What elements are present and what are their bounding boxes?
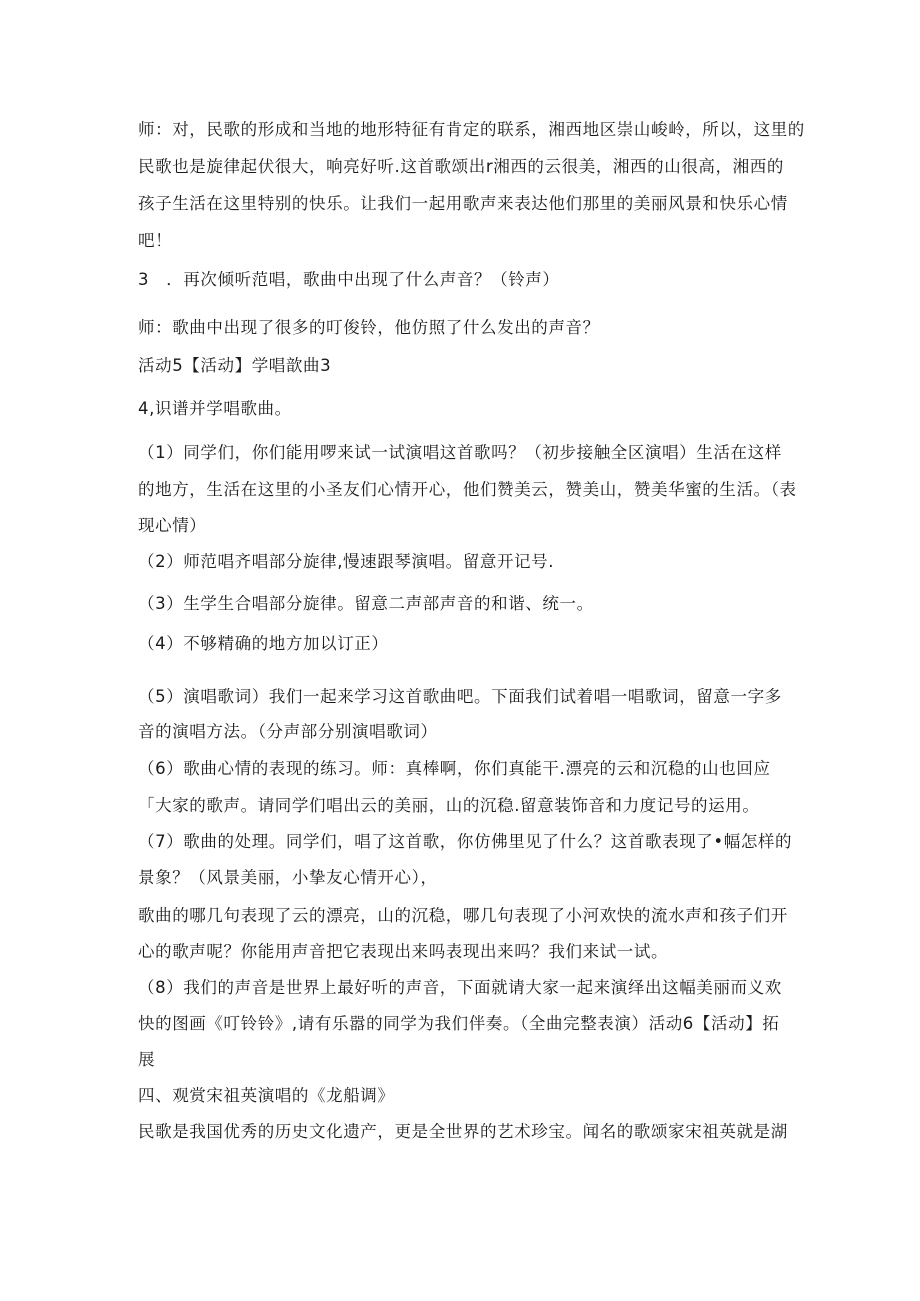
paragraph-line: 师：对，民歌的形成和当地的地形特征有肯定的联系，湘西地区崇山峻岭，所以，这里的 (138, 120, 805, 139)
paragraph-line: 歌曲的哪几句表现了云的漂亮，山的沉稳，哪几句表现了小河欢快的流水声和孩子们开 (138, 906, 788, 925)
step-5-line: （5）演唱歌词）我们一起来学习这首歌曲吧。下面我们试着唱一唱歌词，留意一字多 (138, 687, 782, 706)
step-2-line: （2）师范唱齐唱部分旋律,慢速跟琴演唱。留意开记号. (138, 552, 555, 571)
step-3-line: （3）生学生合唱部分旋律。留意二声部声音的和谐、统一。 (138, 594, 594, 613)
step-1-line: （1）同学们，你们能用啰来试一试演唱这首歌吗？（初步接触全区演唱）生活在这样 (138, 443, 782, 462)
step-6-line: 「大家的歌声。请同学们唱出云的美丽，山的沉稳.留意装饰音和力度记号的运用。 (138, 796, 760, 815)
section-heading: 四、观赏宋祖英演唱的《龙船调》 (138, 1086, 395, 1105)
list-item-3: 3 ．再次倾听范唱，歌曲中出现了什么声音？（铃声） (138, 270, 560, 289)
step-4-line: （4）不够精确的地方加以订正） (138, 634, 389, 653)
step-7-line: （7）歌曲的处理。同学们，唱了这首歌，你仿佛里见了什么？这首歌表现了•幅怎样的 (138, 832, 793, 851)
paragraph-line: 民歌是我国优秀的历史文化遗产，更是全世界的艺术珍宝。闻名的歌颂家宋祖英就是湖 (138, 1122, 788, 1141)
activity-heading: 活动5【活动】学唱歆曲3 (138, 356, 332, 375)
list-item-4: 4,识谱并学唱歌曲。 (138, 399, 292, 418)
step-1-line: 的地方，生活在这里的小圣友们心情开心，他们赞美云，赞美山，赞美华蜜的生活。（表 (138, 480, 797, 499)
paragraph-line: 孩子生活在这里特别的快乐。让我们一起用歌声来表达他们那里的美丽风景和快乐心情 (138, 194, 788, 213)
paragraph-line: 吧！ (138, 231, 173, 250)
step-8-line: （8）我们的声音是世界上最好听的声音，下面就请大家一起来演绎出这幅美丽而义欢 (138, 978, 782, 997)
step-6-line: （6）歌曲心情的表现的练习。师：真棒啊，你们真能干.漂亮的云和沉稳的山也回应 (138, 759, 771, 778)
paragraph-line: 心的歌声呢？你能用声音把它表现出来吗表现出来吗？我们来试一试。 (138, 942, 669, 961)
paragraph-line: 师：歌曲中出现了很多的叮俊铃，他仿照了什么发出的声音？ (138, 318, 600, 337)
step-5-line: 音的演唱方法。（分声部分别演唱歌词） (138, 722, 438, 741)
step-7-line: 景象？（风景美丽，小挚友心情开心）， (138, 868, 438, 887)
step-1-line: 现心情） (138, 516, 207, 535)
step-8-line: 快的图画《叮铃铃》,请有乐嚣的同学为我们伴奏。（全曲完整表演）活动6【活动】拓 (138, 1014, 780, 1033)
step-8-line: 展 (138, 1050, 156, 1069)
paragraph-line: 民歌也是旋律起伏很大，响亮好听.这首歌颂出r湘西的云很美，湘西的山很高，湘西的 (138, 157, 784, 176)
